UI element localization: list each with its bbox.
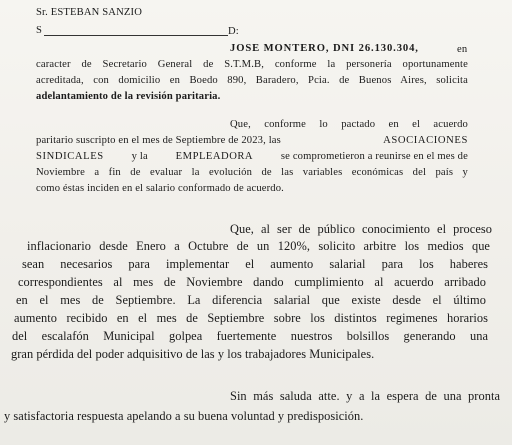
recipient-name: Sr. ESTEBAN SANZIO	[36, 7, 142, 18]
para2-associations: ASOCIACIONES	[383, 135, 468, 146]
para1-line4: adelantamiento de la revisión paritaria.	[36, 91, 221, 102]
para2-line3	[36, 152, 468, 163]
para2-employer: EMPLEADORA	[175, 151, 254, 162]
closing-line2: y satisfactoria respuesta apelando a su buena voluntad y predisposición.	[4, 409, 364, 423]
para2-line2	[36, 136, 468, 147]
salutation-d: D:	[228, 26, 239, 37]
salutation-line	[44, 35, 228, 36]
para2-unions: SINDICALES	[36, 151, 104, 162]
para2-line5: como éstas inciden en el salario conformado de acuerdo.	[36, 183, 284, 194]
para1-line3: acreditada, con domicilio en Boedo 890, Baradero, Pcia. de Buenos Aires, solicita	[36, 75, 468, 86]
salutation-s: S	[36, 25, 43, 36]
para1-line1-tail: en	[457, 44, 468, 55]
para1-line2: caracter de Secretario General de S.T.M.B, conforme la personería oportunamente	[36, 59, 468, 70]
para2-line2-text: paritario suscripto en el mes de Septiembre de 2023, las	[36, 135, 281, 146]
para2-line1: Que, conforme lo pactado en el acuerdo	[230, 119, 468, 130]
para3-line5: en el mes de Septiembre. La diferencia salarial que existe desde el último	[16, 293, 486, 307]
sender-identification: JOSE MONTERO, DNI 26.130.304,	[230, 43, 419, 54]
para2-line4: Noviembre a fin de evaluar la evolución de las variables económicas del país y	[36, 167, 468, 178]
para3-line4: correspondientes al mes de Noviembre dando cumplimiento al acuerdo arribado	[18, 275, 486, 289]
para3-line1: Que, al ser de público conocimiento el proceso	[230, 222, 492, 236]
para2-and: y la	[131, 151, 148, 162]
para3-line2: inflacionario desde Enero a Octubre de un 120%, solicito arbitre los medios que	[27, 239, 490, 253]
para3-line3: sean necesarios para implementar el aumento salarial para los haberes	[22, 257, 488, 271]
para2-commitment: se comprometieron a reunirse en el mes de	[280, 151, 468, 162]
para3-line7: del escalafón Municipal golpea fuertemente nuestros bolsillos generando una	[12, 329, 488, 343]
para3-line8: gran pérdida del poder adquisitivo de las y los trabajadores Municipales.	[11, 347, 375, 361]
closing-line1: Sin más saluda atte. y a la espera de una pronta	[230, 389, 500, 403]
para3-line6: aumento recibido en el mes de Septiembre sobre los distintos regimenes horarios	[14, 311, 488, 325]
